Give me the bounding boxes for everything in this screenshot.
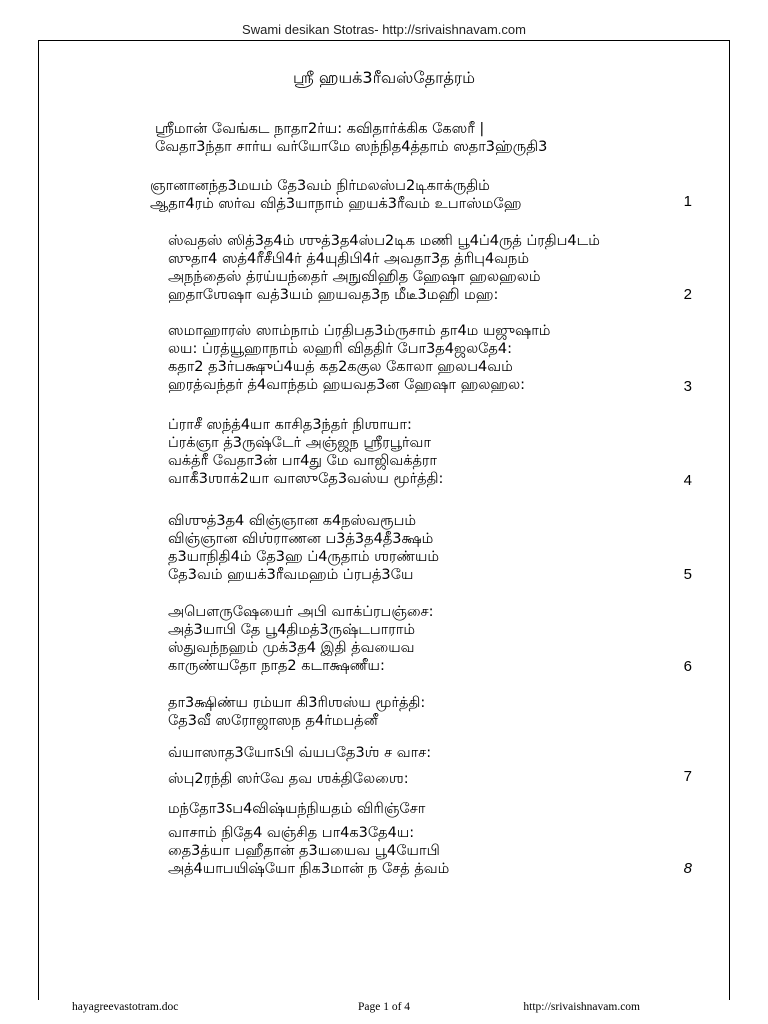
verse-line: லய: ப்ரத்யூஹாநாம் லஹரி விததிர் போ3த4ஜலதே4:: [168, 341, 512, 357]
verse-2: [168, 232, 600, 304]
verse-6: [168, 603, 434, 675]
invocation-verse: [155, 120, 547, 156]
verse-line: மந்தோ3ऽப4விஷ்யந்நியதம் விரிஞ்சோ: [168, 801, 426, 817]
verse-number: 1: [683, 193, 692, 210]
verse-line: த3யாநிதி4ம் தே3ஹ ப்4ருதாம் ஶரண்யம்: [168, 549, 440, 565]
verse-line: ஹதாஶேஷா வத்3யம் ஹயவத3ந மீடீ3மஹி மஹ:: [168, 287, 499, 303]
stotram-title: ஸ்ரீ ஹயக்3ரீவஸ்தோத்ரம்: [292, 68, 476, 87]
verse-line: ஸுதா4 ஸத்4ரீசீபி4ர் த்4யுதிபி4ர் அவதா3த த்ரிபு4வநம்: [168, 251, 530, 267]
verse-line: ஸ்பு2ரந்தி ஸர்வே தவ ஶக்திலேஶை:: [168, 771, 409, 787]
verse-line: தே3வீ ஸரோஜாஸந த4ர்மபத்னீ: [168, 713, 378, 729]
verse-1: [150, 177, 522, 213]
verse-7: [168, 744, 431, 788]
verse-line: அநந்தைஸ் த்ரய்யந்தைர் அநுவிஹித ஹேஷா ஹலஹலம்: [168, 269, 541, 285]
verse-3: [168, 322, 550, 394]
verse-number: 5: [683, 566, 692, 583]
verse-line: காருண்யதோ நாத2 கடாக்ஷணீய:: [168, 658, 385, 674]
verse-number: 3: [683, 378, 692, 395]
verse-line: ஸ்துவந்நஹம் முக்3த4 இதி த்வயைவ: [168, 640, 415, 656]
verse-line: தா3க்ஷிண்ய ரம்யா கி3ரிஶஸ்ய மூர்த்தி:: [168, 695, 426, 711]
verse-line: விஞ்ஞான விஶ்ராணன ப3த்3த4தீ3க்ஷம்: [168, 531, 434, 547]
verse-number: 8: [683, 860, 692, 877]
verse-line: தை3த்யா பஹீதான் த3யயைவ பூ4யோபி: [168, 843, 440, 859]
verse-line: ஹரத்வந்தர் த்4வாந்தம் ஹயவத3ன ஹேஷா ஹலஹல:: [168, 377, 526, 393]
verse-line: அத்3யாபி தே பூ4திமத்3ருஷ்டபாராம்: [168, 622, 415, 638]
verse-line: வேதா3ந்தா சார்ய வர்யோமே ஸந்நித4த்தாம் ஸதா3ஹ்ருதி3: [155, 139, 548, 155]
verse-4: [168, 416, 443, 488]
verse-8: [168, 800, 449, 878]
verse-line: தே3வம் ஹயக்3ரீவமஹம் ப்ரபத்3யே: [168, 567, 414, 583]
verse-5: [168, 512, 439, 584]
verse-line: ப்ராசீ ஸந்த்4யா காசித3ந்தர் நிஶாயா:: [168, 417, 412, 433]
verse-line: ஞானானந்த3மயம் தே3வம் நிர்மலஸ்ப2டிகாக்ருதிம்: [150, 178, 490, 194]
verse-number: 2: [683, 286, 692, 303]
verse-line: ஸ்வதஸ் ஸித்3த4ம் ஶுத்3த4ஸ்ப2டிக மணி பூ4ப்4ருத் ப்ரதிப4டம்: [168, 233, 600, 249]
verse-line: அத்4யாபயிஷ்யோ நிக3மான் ந சேத் த்வம்: [168, 861, 450, 877]
verse-line: வாகீ3ஶாக்2யா வாஸுதே3வஸ்ய மூர்த்தி:: [168, 471, 444, 487]
verse-line: வாசாம் நிதே4 வஞ்சித பா4க3தே4ய:: [168, 825, 415, 841]
verse-line: கதா2 த3ர்பக்ஷுப்4யத் கத2ககுல கோலா ஹலப4வம்: [168, 359, 513, 375]
verse-line: ஸ்ரீமான் வேங்கட நாதா2ர்ய: கவிதார்க்கிக கேஸரீ |: [155, 121, 485, 137]
footer-page-number: Page 1 of 4: [357, 1001, 411, 1013]
verse-line: வக்த்ரீ வேதா3ன் பா4து மே வாஜிவக்த்ரா: [168, 453, 437, 469]
page-header: Swami desikan Stotras- http://srivaishnavam.com: [242, 22, 526, 37]
verse-number: 4: [683, 472, 692, 489]
verse-number: 7: [683, 768, 692, 785]
verse-line: வ்யாஸாத3யோऽபி வ்யபதே3ஶ் ச வாச:: [168, 745, 432, 761]
verse-line: ஆதா4ரம் ஸர்வ வித்3யாநாம் ஹயக்3ரீவம் உபாஸ்மஹே: [150, 196, 522, 212]
page-footer: [0, 1001, 768, 1021]
verse-line: ஸமாஹாரஸ் ஸாம்நாம் ப்ரதிபத3ம்ருசாம் தா4ம யஜுஷாம்: [168, 323, 551, 339]
footer-url: http://srivaishnavam.com: [523, 1001, 640, 1013]
verse-line: ப்ரக்ஞா த்3ருஷ்டேர் அஞ்ஜந ஶ்ரீரபூர்வா: [168, 435, 432, 451]
verse-line: அபௌருஷேயைர் அபி வாக்ப்ரபஞ்சை:: [168, 604, 434, 620]
verse-number: 6: [683, 658, 692, 675]
verse-7a: [168, 694, 425, 730]
verse-line: விஶுத்3த4 விஞ்ஞான க4நஸ்வரூபம்: [168, 513, 417, 529]
footer-filename: hayagreevastotram.doc: [72, 1001, 179, 1013]
